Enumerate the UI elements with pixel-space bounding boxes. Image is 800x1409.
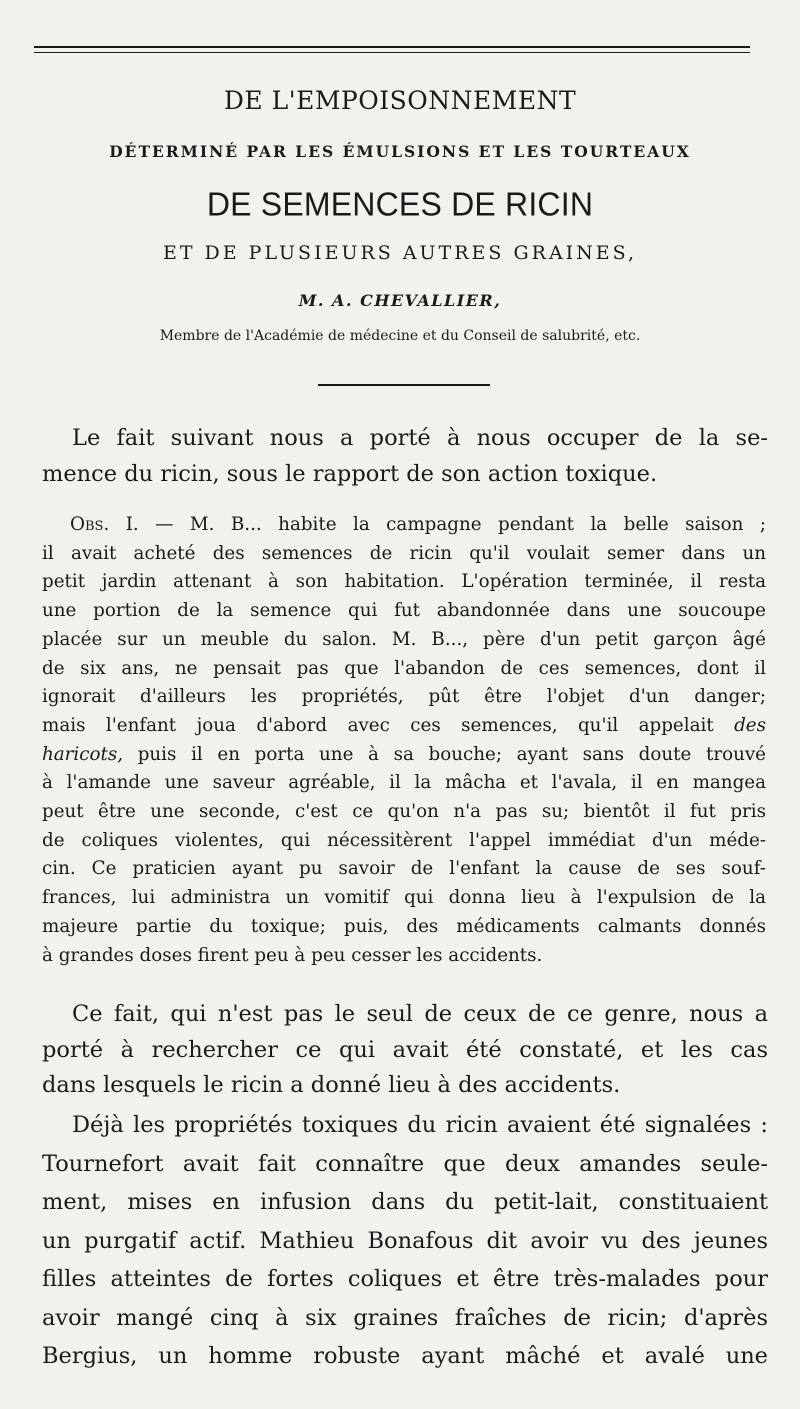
text-line: ignorait d'ailleurs les propriétés, pût être l'objet d'un danger; (42, 686, 766, 708)
title-line-4: ET DE PLUSIEURS AUTRES GRAINES, (162, 242, 638, 264)
text-line: Tournefort avait fait connaître que deux amandes seule- (42, 1150, 768, 1177)
text-line: avoir mangé cinq à six graines fraîches de ricin; d'après (42, 1304, 768, 1331)
text-line: de six ans, ne pensait pas que l'abandon de ces semences, dont il (42, 657, 766, 679)
paragraph-observation (42, 511, 766, 970)
author-affiliation: Membre de l'Académie de médecine et du Conseil de salubrité, etc. (159, 328, 641, 344)
text-segment: puis il en porta une à sa bouche; ayant sans doute trouvé (123, 743, 766, 765)
text-line (42, 511, 766, 540)
title-line-3: DE SEMENCES DE RICIN (206, 185, 594, 223)
text-segment: mais l'enfant joua d'abord avec ces semences, qu'il appelait (42, 714, 714, 736)
top-double-rule (34, 46, 750, 53)
obs-lead-text: I. — M. B... habite la campagne pendant la belle saison ; (109, 514, 766, 535)
paragraph-research (42, 997, 768, 1104)
text-line: Bergius, un homme robuste ayant mâché et avalé une (42, 1343, 768, 1369)
italic-word: des (734, 714, 767, 736)
text-line: une portion de la semence qui fut abandonnée dans une soucoupe (42, 600, 766, 622)
text-line: à grandes doses firent peu à peu cesser les accidents. (42, 944, 543, 966)
text-line: majeure partie du toxique; puis, des médicaments calmants donnés (42, 915, 766, 937)
text-line: Le fait suivant nous a porté à nous occuper de la se- (72, 425, 768, 451)
obs-label: Obs. (70, 514, 110, 535)
text-line: frances, lui administra un vomitif qui donna lieu à l'expulsion de la (42, 887, 766, 909)
text-line: placée sur un meuble du salon. M. B..., père d'un petit garçon âgé (42, 628, 766, 650)
text-line: porté à rechercher ce qui avait été constaté, et les cas (42, 1036, 768, 1063)
author (0, 291, 800, 310)
text-line: ment, mises en infusion dans du petit-lait, constituaient (42, 1189, 768, 1215)
text-line: filles atteintes de fortes coliques et être très-malades pour (42, 1266, 768, 1292)
text-line: un purgatif actif. Mathieu Bonafous dit avoir vu des jeunes (42, 1227, 768, 1254)
text-line: petit jardin attenant à son habitation. L'opération terminée, il resta (42, 571, 766, 593)
paragraph-history (42, 1106, 768, 1376)
text-line: il avait acheté des semences de ricin qu'il voulait semer dans un (42, 542, 766, 564)
title-line-2: DÉTERMINÉ PAR LES ÉMULSIONS ET LES TOURTEAUX (109, 142, 691, 161)
author-name: M. A. CHEVALLIER, (298, 291, 502, 310)
text-line: à l'amande une saveur agréable, il la mâcha et l'avala, il en mangea (42, 772, 766, 794)
text-line: dans lesquels le ricin a donné lieu à des accidents. (42, 1072, 621, 1098)
italic-word: haricots, (42, 743, 124, 765)
text-line: Ce fait, qui n'est pas le seul de ceux de ce genre, nous a (72, 1001, 768, 1027)
text-line: de coliques violentes, qui nécessitèrent l'appel immédiat d'un méde- (42, 829, 766, 851)
text-line: mence du ricin, sous le rapport de son action toxique. (42, 460, 658, 487)
text-line: cin. Ce praticien ayant pu savoir de l'enfant la cause de ses souf- (42, 858, 766, 880)
paragraph-intro (42, 421, 768, 492)
text-line (42, 741, 766, 770)
title-line-1: DE L'EMPOISONNEMENT (223, 86, 577, 115)
text-line: peut être une seconde, c'est ce qu'on n'a pas su; bientôt il fut pris (42, 801, 766, 823)
text-line: Déjà les propriétés toxiques du ricin avaient été signalées : (72, 1112, 768, 1138)
text-line (42, 712, 766, 741)
separator-rule (318, 384, 490, 386)
